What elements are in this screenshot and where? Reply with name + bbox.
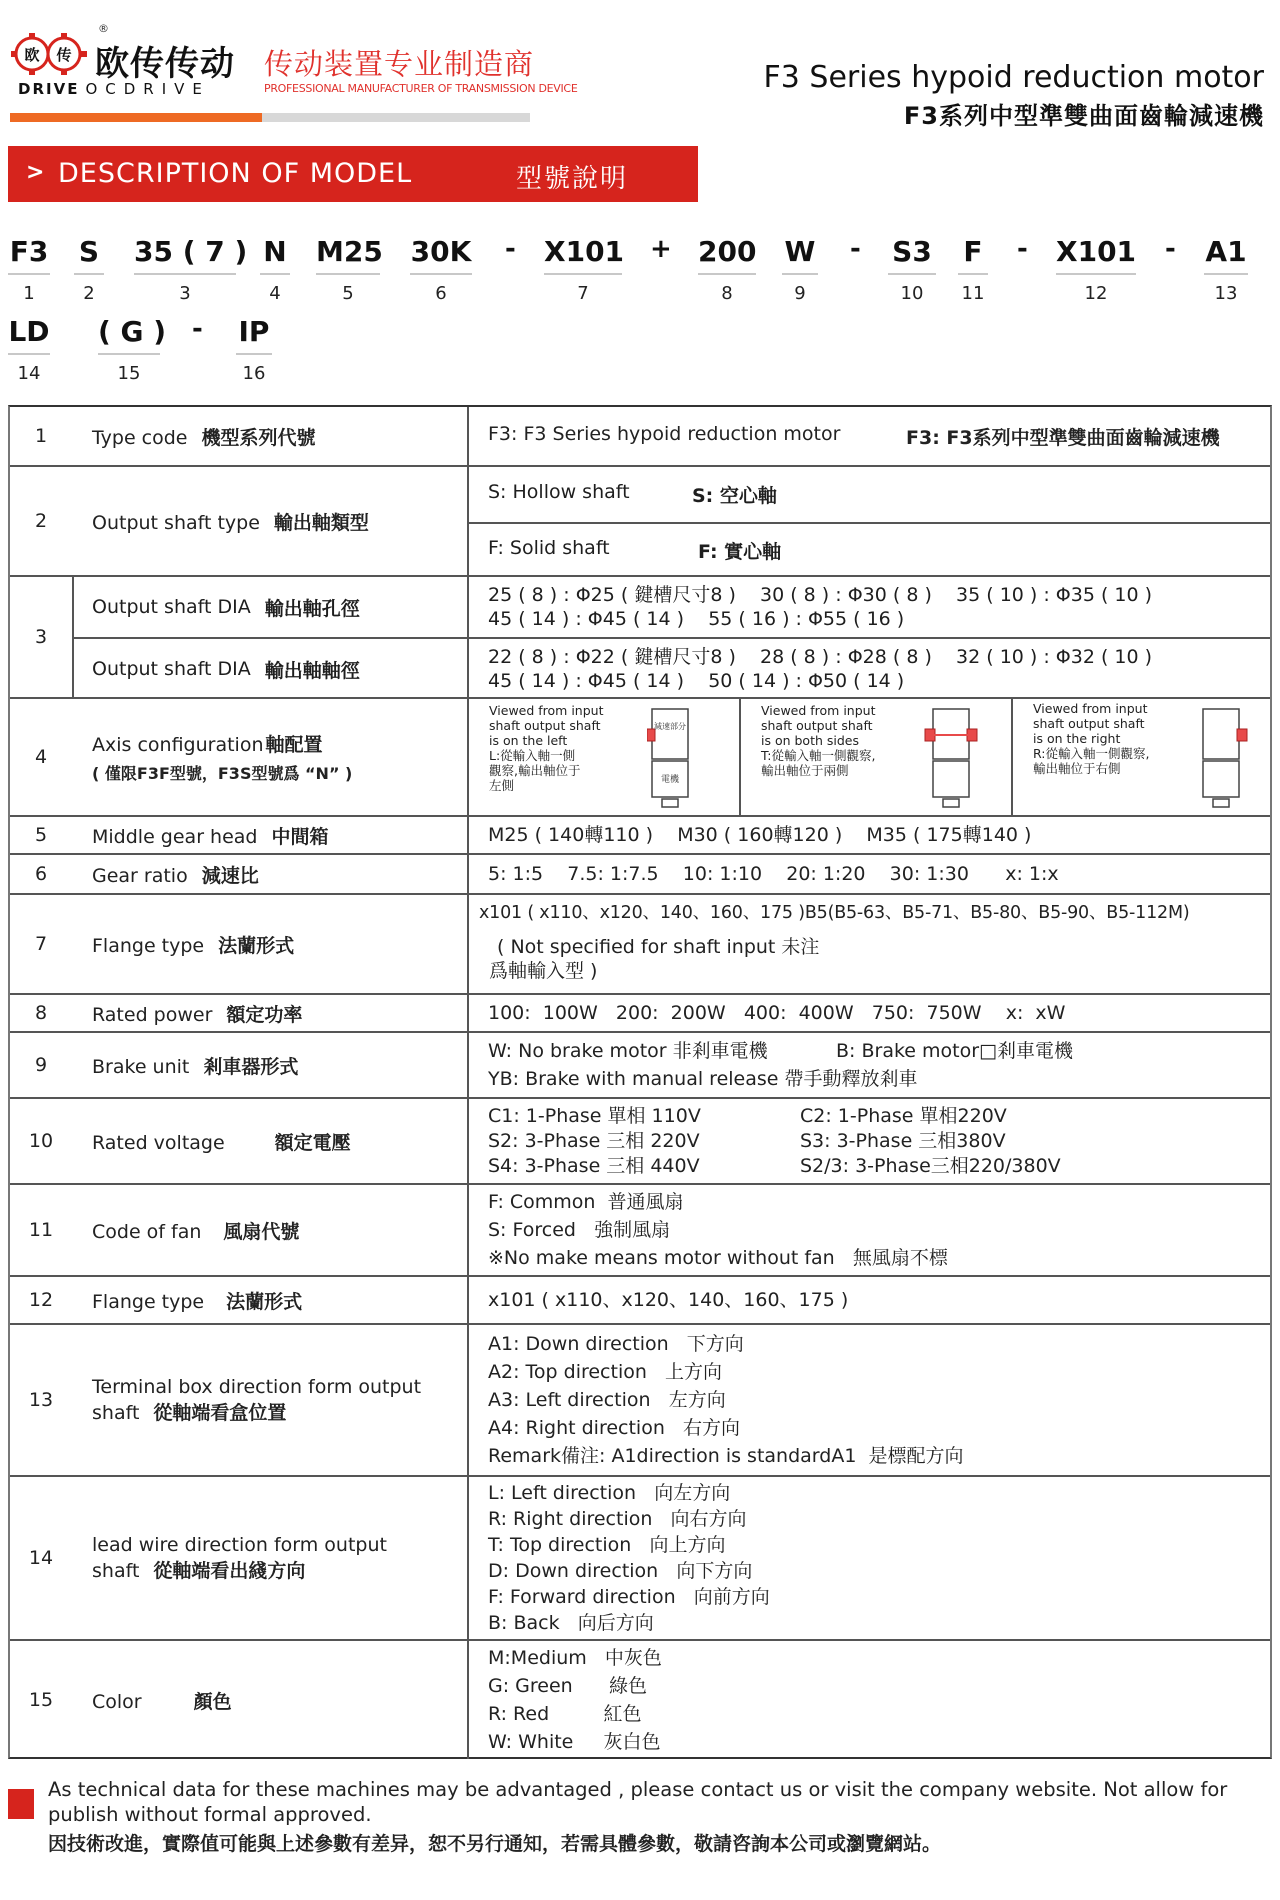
row-name: Output shaft DIA 輸出軸孔徑 [72, 577, 469, 639]
row-name: Type code 機型系列代號 [72, 407, 469, 465]
code-segment: F3 1 [9, 235, 49, 304]
row-number: 1 [34, 425, 48, 447]
code-separator: - [1017, 234, 1028, 264]
logo-english-name [18, 80, 210, 98]
row-value: M:Medium 中灰色 G: Green 綠色 R: Red 紅色 W: White 灰白色 [488, 1647, 662, 1753]
row-value: W: No brake motor 非剎車電機 B: Brake motor□剎車電機 YB: Brake with manual release 帶手動釋放剎車 [488, 1040, 1073, 1090]
row-number: 3 [34, 626, 48, 648]
row-number: 13 [28, 1389, 54, 1411]
row-value: S: Hollow shaft S: 空心軸 [469, 467, 1270, 524]
row-number: 2 [34, 510, 48, 532]
row-name: Middle gear head 中間箱 [72, 817, 469, 853]
row-number: 7 [34, 933, 48, 955]
row-name: Output shaft type 輸出軸類型 [72, 467, 469, 575]
row-number: 8 [34, 1002, 48, 1024]
row-value: x101 ( x110、x120、140、160、175 )B5(B5-63、B5-71、B5-80、B5-90、B5-112M) ( Not specified for shaft input 未注 爲軸輸入型 ) [479, 903, 1190, 982]
code-separator: - [1165, 234, 1176, 264]
row-value: x101 ( x110、x120、140、160、175 ) [488, 1289, 849, 1311]
gearbox-left-icon [647, 707, 693, 811]
code-segment: 200 8 [698, 235, 757, 304]
row-number: 6 [34, 863, 48, 885]
svg-text:電機: 電機 [660, 775, 680, 785]
axis-config-right: Viewed from input shaft output shaft is on the right R:從輸入軸一側觀察, 輸出軸位于右側 [1013, 699, 1270, 815]
logo-chinese-name: 欧传传动 [95, 44, 235, 84]
registered-mark: ® [98, 22, 109, 35]
row-number: 5 [34, 824, 48, 846]
row-value: F3: F3 Series hypoid reduction motor F3: F3系列中型準雙曲面齒輪減速機 [488, 422, 1220, 449]
footer-notice-chinese: 因技術改進，實際值可能與上述參數有差异，恕不另行通知，若需具體參數，敬請咨詢本公司或瀏覽網站。 [48, 1833, 942, 1855]
code-segment: ( G ) 15 [98, 315, 167, 384]
page-title-chinese: F3系列中型準雙曲面齒輪減速機 [903, 102, 1264, 130]
axis-config-left: Viewed from input shaft output shaft is on the left L:從輸入軸一側 觀察,輸出軸位于 左側 減速部分 電機 [469, 699, 739, 815]
table-row [10, 1033, 1270, 1099]
row-value: 5: 1:5 7.5: 1:7.5 10: 1:10 20: 1:20 30: 1:30 x: 1:x [488, 863, 1059, 885]
row-value: 25 ( 8 ) : Φ25 ( 鍵槽尺寸8 ) 30 ( 8 ) : Φ30 ( 8 ) 35 ( 10 ) : Φ35 ( 10 ) 45 ( 14 ) : Φ45 ( 14 ) 55 ( 16 ) : Φ55 ( 16 ) [469, 577, 1270, 639]
gearbox-both-icon [921, 707, 981, 811]
row-name: Output shaft DIA 輸出軸軸徑 [72, 639, 469, 699]
logo-drive-text: DRIVE [18, 80, 80, 98]
footer-notice-english: As technical data for these machines may be advantaged , please contact us or visit the company website. Not allow for publish without formal approved. [48, 1778, 1228, 1826]
code-segment: X101 7 [544, 235, 625, 304]
table-row [10, 895, 1270, 995]
row-value: F: Solid shaft F: 實心軸 [488, 537, 782, 563]
header-progress-bar [10, 113, 530, 122]
table-row [10, 855, 1270, 895]
code-segment: S 2 [74, 232, 104, 304]
row-name: Terminal box direction form output shaft 從軸端看盒位置 [72, 1325, 469, 1475]
row-number: 12 [28, 1289, 54, 1311]
code-segment: LD 14 [8, 315, 50, 384]
table-row [10, 577, 1270, 699]
header [0, 0, 1280, 140]
row-name: Gear ratio 減速比 [72, 855, 469, 893]
gear-logo-icon [10, 28, 88, 84]
code-segment: W 9 [782, 232, 818, 304]
banner-title-english: DESCRIPTION OF MODEL [58, 158, 413, 189]
row-name: Color 顏色 [72, 1641, 469, 1759]
code-segment: X101 12 [1056, 235, 1137, 304]
row-name: Flange type 法蘭形式 [72, 1277, 469, 1323]
table-row [10, 817, 1270, 855]
code-segment: N 4 [260, 232, 290, 304]
row-number: 10 [28, 1130, 54, 1152]
row-number: 14 [28, 1547, 54, 1569]
row-value: L: Left direction 向左方向 R: Right direction 向右方向 T: Top direction 向上方向 D: Down direction 向下方向 F: Forward direction 向前方向 B: Back 向后方向 [488, 1482, 770, 1634]
table-row [10, 1325, 1270, 1477]
row-value: 22 ( 8 ) : Φ22 ( 鍵槽尺寸8 ) 28 ( 8 ) : Φ28 ( 8 ) 32 ( 10 ) : Φ32 ( 10 ) 45 ( 14 ) : Φ45 ( 14 ) 50 ( 14 ) : Φ50 ( 14 ) [488, 646, 1153, 692]
row-value: M25 ( 140轉110 ) M30 ( 160轉120 ) M35 ( 175轉140 ) [488, 824, 1032, 846]
gear-right-char: 传 [56, 46, 72, 64]
code-separator: - [505, 234, 516, 264]
row-name: lead wire direction form output shaft 從軸端看出綫方向 [72, 1477, 469, 1639]
slogan-english: PROFESSIONAL MANUFACTURER OF TRANSMISSION DEVICE [264, 82, 578, 95]
row-name: Rated voltage 額定電壓 [72, 1099, 469, 1183]
row-name: Brake unit 剎車器形式 [72, 1033, 469, 1097]
row-value: F: Common 普通風扇 S: Forced 強制風扇 ※No make means motor without fan 無風扇不標 [488, 1191, 948, 1269]
code-segment: 30K 6 [410, 235, 472, 304]
row-name: Code of fan 風扇代號 [72, 1185, 469, 1275]
code-segment: M25 5 [316, 235, 383, 304]
code-separator: - [850, 234, 861, 264]
code-segment: IP 16 [236, 312, 272, 384]
company-logo [10, 22, 270, 100]
logo-ocdrive-text: OCDRIVE [85, 80, 210, 98]
svg-text:減速部分: 減速部分 [654, 722, 686, 731]
slogan-chinese: 传动装置专业制造商 [264, 47, 535, 81]
row-number: 9 [34, 1054, 48, 1076]
table-row [10, 1641, 1270, 1759]
section-banner [8, 146, 698, 202]
table-row [10, 1477, 1270, 1641]
row-name: Axis configuration 軸配置 ( 僅限F3F型號，F3S型號爲 “N” ) [72, 699, 469, 815]
row-number: 4 [34, 746, 48, 768]
gear-left-char: 欧 [24, 46, 40, 64]
table-row [10, 1099, 1270, 1185]
code-segment: A1 13 [1205, 235, 1247, 304]
table-row [10, 407, 1270, 467]
code-separator: + [650, 234, 672, 264]
banner-title-chinese: 型號說明 [516, 164, 629, 194]
table-row [10, 699, 1270, 817]
gearbox-right-icon [1199, 707, 1249, 811]
row-value: 100: 100W 200: 200W 400: 400W 750: 750W x: xW [488, 1002, 1066, 1024]
row-name: Rated power 額定功率 [72, 995, 469, 1031]
row-value: C1: 1-Phase 單相 110V C2: 1-Phase 單相220V S2: 3-Phase 三相 220V S3: 3-Phase 三相380V S4: 3-Phase 三相 440V S2/3: 3-Phase三相220/380V [488, 1104, 1061, 1177]
model-description-table [8, 405, 1272, 1759]
table-row [10, 995, 1270, 1033]
axis-config-both: Viewed from input shaft output shaft is on both sides T:從輸入軸一側觀察, 輸出軸位于兩側 [741, 699, 1011, 815]
chevron-right-icon: > [26, 160, 45, 185]
row-name: Flange type 法蘭形式 [72, 895, 469, 993]
code-segment: F 11 [958, 232, 988, 304]
table-row [10, 1277, 1270, 1325]
code-segment: 35 ( 7 ) 3 [134, 235, 248, 304]
row-number: 11 [28, 1219, 54, 1241]
code-segment: S3 10 [888, 232, 936, 304]
row-value: A1: Down direction 下方向 A2: Top direction 上方向 A3: Left direction 左方向 A4: Right direction 右方向 Remark備注: A1direction is standardA1 是標配方向 [488, 1333, 964, 1467]
row-number: 15 [28, 1689, 54, 1711]
table-row [10, 467, 1270, 577]
table-row [10, 1185, 1270, 1277]
page-title-english: F3 Series hypoid reduction motor [763, 60, 1264, 95]
footer-marker [8, 1789, 34, 1819]
code-separator: - [192, 314, 203, 344]
